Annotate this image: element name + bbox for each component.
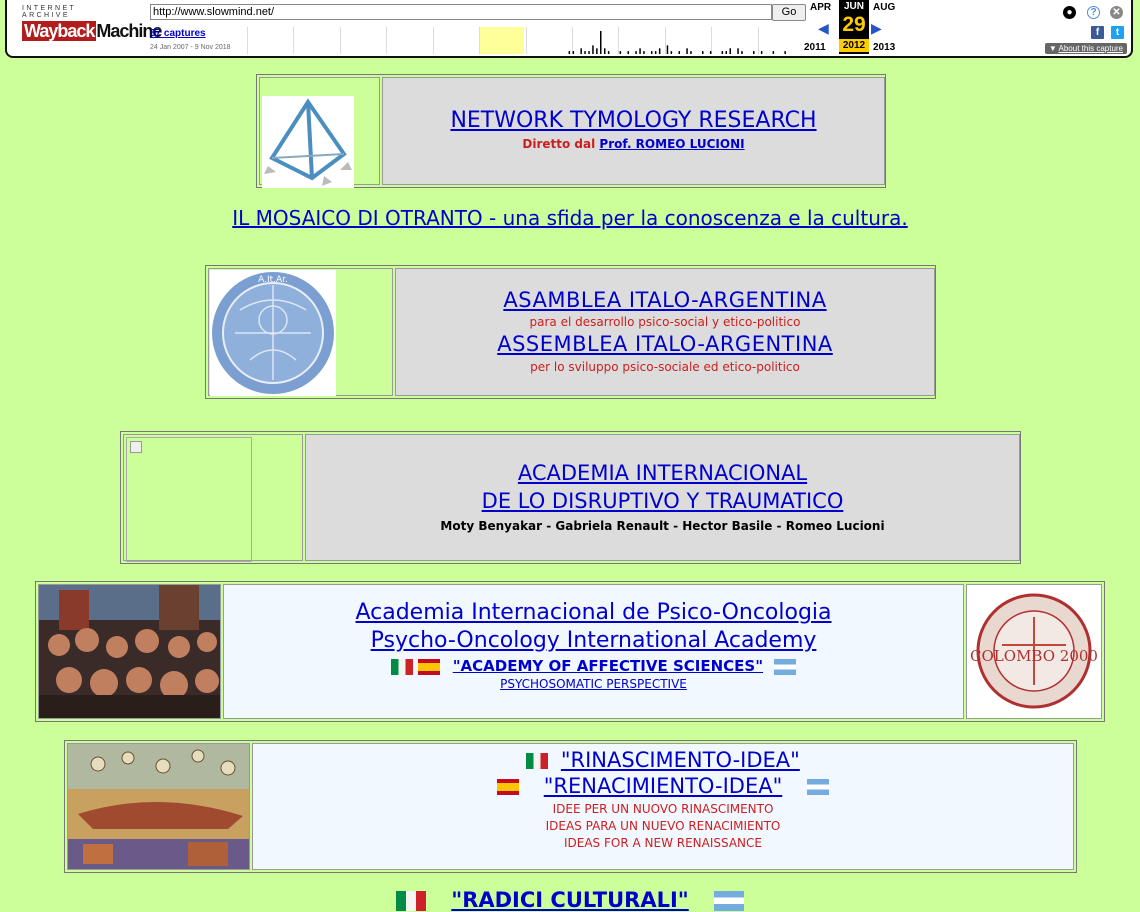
- sparkline-bar: [741, 51, 743, 54]
- close-icon[interactable]: ✕: [1110, 6, 1123, 19]
- sparkline-bar: [584, 51, 586, 54]
- sparkline-bar: [600, 31, 602, 54]
- sparkline-bar: [659, 48, 661, 54]
- sparkline-bar: [655, 51, 657, 54]
- logo-main-text: Wayback Machine: [24, 21, 162, 41]
- current-capture-date: JUN 29 2012: [839, 0, 869, 54]
- italy-flag-icon: [391, 659, 413, 675]
- radici-culturali-link[interactable]: "RADICI CULTURALI": [451, 888, 689, 912]
- affective-sciences-link[interactable]: "ACADEMY OF AFFECTIVE SCIENCES": [452, 657, 764, 675]
- about-capture-button[interactable]: ▼ About this capture: [1045, 43, 1127, 54]
- sparkline-bar: [784, 51, 786, 54]
- next-capture-arrow-icon[interactable]: ▶: [871, 20, 882, 36]
- sparkline-bar: [628, 51, 630, 54]
- sparkline-bar: [643, 51, 645, 54]
- psico-oncologia-link[interactable]: Academia Internacional de Psico-Oncologia: [355, 600, 832, 625]
- pyramid-image-cell: [259, 77, 380, 185]
- header-panel: [256, 74, 886, 188]
- disruptivo-traumatico-link[interactable]: DE LO DISRUPTIVO Y TRAUMATICO: [481, 489, 844, 513]
- rinascimento-sub-2: IDEAS PARA UN NUEVO RENACIMIENTO: [545, 819, 781, 833]
- rinascimento-idea-link[interactable]: "RINASCIMENTO-IDEA": [560, 748, 800, 772]
- go-button[interactable]: Go: [772, 4, 806, 21]
- svg-text:A.It.Ar.: A.It.Ar.: [258, 275, 288, 285]
- capture-range: 24 Jan 2007 - 9 Nov 2018: [150, 44, 231, 51]
- academia-authors: Moty Benyakar - Gabriela Renault - Hector Basile - Romeo Lucioni: [440, 519, 885, 533]
- sparkline-bar: [773, 51, 775, 54]
- spain-flag-icon: [418, 659, 440, 675]
- sparkline-bar: [580, 48, 582, 54]
- logo-top-text: INTERNET ARCHIVE: [22, 5, 77, 19]
- affective-sciences-row: [224, 657, 963, 675]
- radici-row: [0, 888, 1140, 912]
- wayback-toolbar: [5, 0, 1133, 58]
- sparkline-bar: [604, 48, 606, 54]
- mosaico-otranto-link[interactable]: IL MOSAICO DI OTRANTO - una sfida per la conoscenza e la cultura.: [232, 206, 908, 230]
- psychosomatic-link[interactable]: PSYCHOSOMATIC PERSPECTIVE: [500, 677, 687, 691]
- rinascimento-painting-cell: [67, 743, 250, 870]
- prev-capture-arrow-icon[interactable]: ◀: [818, 20, 829, 36]
- twitter-icon[interactable]: t: [1111, 26, 1124, 39]
- asamblea-panel: [205, 265, 936, 399]
- oncologia-text-cell: [223, 584, 964, 719]
- sparkline-bar: [761, 51, 763, 54]
- broken-image-icon: [126, 437, 252, 562]
- colombo-stamp-icon: [967, 585, 1101, 718]
- sparkline-bar: [671, 51, 673, 54]
- crowd-painting-cell: [38, 584, 221, 719]
- spain-flag-icon: [497, 779, 519, 795]
- asamblea-logo-cell: [208, 268, 393, 396]
- title-cell: [382, 77, 885, 185]
- argentina-flag-icon: [807, 779, 829, 795]
- sparkline-bar: [596, 48, 598, 54]
- argentina-flag-icon: [774, 659, 796, 675]
- sparkline-bar: [690, 51, 692, 54]
- prof-romeo-link[interactable]: Prof. ROMEO LUCIONI: [599, 137, 745, 151]
- facebook-icon[interactable]: f: [1091, 26, 1104, 39]
- rinascimento-panel: [64, 740, 1077, 873]
- director-line: Diretto dal Prof. ROMEO LUCIONI: [522, 137, 745, 151]
- sparkline-bar: [679, 51, 681, 54]
- argentina-flag-icon: [714, 891, 744, 911]
- sparkline-bar: [608, 51, 610, 54]
- academia-panel: [120, 431, 1021, 564]
- renacimiento-title-row: [253, 774, 1073, 798]
- svg-text:COLOMBO 2000: COLOMBO 2000: [970, 647, 1098, 665]
- mosaic-row: [0, 206, 1140, 230]
- sparkline-bar: [573, 51, 575, 54]
- sparkline-bar: [635, 51, 637, 54]
- assemblea-italo-argentina-link[interactable]: ASSEMBLEA ITALO-ARGENTINA: [497, 332, 833, 356]
- capture-sparkline[interactable]: [247, 27, 804, 54]
- sparkline-bar: [753, 51, 755, 54]
- renacimiento-idea-link[interactable]: "RENACIMIENTO-IDEA": [543, 774, 783, 798]
- sparkline-bar: [667, 45, 669, 54]
- month-next[interactable]: AUG: [873, 2, 896, 13]
- network-tymology-link[interactable]: NETWORK TYMOLOGY RESEARCH: [450, 108, 817, 133]
- rinascimento-sub-1: IDEE PER UN NUOVO RINASCIMENTO: [552, 802, 774, 816]
- sparkline-bar: [592, 45, 594, 54]
- url-input[interactable]: http://www.slowmind.net/: [150, 4, 772, 20]
- asamblea-logo-icon: [210, 270, 336, 396]
- academia-internacional-link[interactable]: ACADEMIA INTERNACIONAL: [517, 461, 808, 485]
- year-prev[interactable]: 2011: [804, 42, 826, 53]
- sparkline-bar: [569, 51, 571, 54]
- stamp-cell: [966, 584, 1102, 719]
- rinascimento-sub-3: IDEAS FOR A NEW RENAISSANCE: [563, 836, 762, 850]
- sparkline-bar: [710, 51, 712, 54]
- italy-flag-icon: [396, 891, 426, 911]
- sparkline-bar: [639, 48, 641, 54]
- month-prev[interactable]: APR: [810, 2, 832, 13]
- crowd-painting-image: [39, 585, 221, 719]
- academia-text-cell: [305, 434, 1020, 561]
- asamblea-italo-argentina-link[interactable]: ASAMBLEA ITALO-ARGENTINA: [503, 288, 827, 312]
- sparkline-bar: [737, 48, 739, 54]
- rinascimento-title-row: [253, 748, 1073, 772]
- sparkline-bar: [686, 48, 688, 54]
- sparkline-bar: [620, 51, 622, 54]
- italy-flag-icon: [526, 753, 548, 769]
- user-icon[interactable]: ●: [1063, 6, 1076, 19]
- psycho-oncology-link[interactable]: Psycho-Oncology International Academy: [370, 628, 817, 653]
- current-year: 2012: [839, 39, 869, 52]
- sparkline-bar: [726, 51, 728, 54]
- asamblea-subtitle-es: para el desarrollo psico-social y etico-politico: [529, 315, 801, 329]
- rinascimento-painting-image: [68, 744, 250, 870]
- asamblea-text-cell: [395, 268, 935, 396]
- current-day: 29: [839, 13, 869, 37]
- sparkline-bar: [588, 51, 590, 54]
- sparkline-bar: [651, 51, 653, 54]
- oncologia-panel: [35, 581, 1105, 722]
- rinascimento-text-cell: [252, 743, 1074, 870]
- asamblea-subtitle-it: per lo sviluppo psico-sociale ed etico-politico: [530, 360, 800, 374]
- pyramid-logo-icon: [262, 96, 354, 188]
- help-icon[interactable]: ?: [1087, 6, 1100, 19]
- captures-link[interactable]: 87 captures: [150, 28, 206, 39]
- academia-image-cell: [123, 434, 303, 561]
- year-next[interactable]: 2013: [873, 42, 896, 53]
- sparkline-bar: [722, 51, 724, 54]
- sparkline-bar: [702, 51, 704, 54]
- sparkline-bar: [730, 48, 732, 54]
- wayback-logo[interactable]: [22, 5, 162, 42]
